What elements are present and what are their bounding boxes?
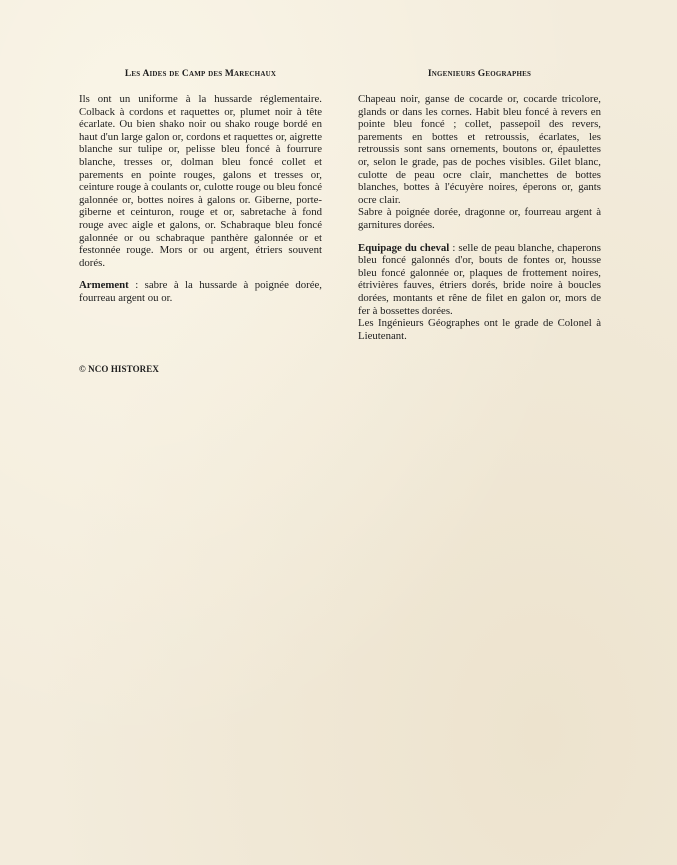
sabre-paragraph: [358, 206, 601, 231]
horse-equipment-heading: Equipage du cheval: [358, 241, 450, 254]
rank-paragraph: [358, 317, 601, 342]
uniform-description-text: Chapeau noir, ganse de cocarde or, cocarde tricolore, glands or dans les cornes. Habit bleu foncé à revers en pointe bleu foncé ; collet, passepoil des revers, parements en bottes et retroussis, écarlates, les retroussis sont sans ornements, boutons or, épaulettes or, selon le grade, pas de poches visibles. Gilet blanc, culotte de peau ocre clair, manchettes de bottes blanches, bottes à l'écuyère noires, éperons or, gants ocre clair.: [358, 93, 601, 206]
sabre-text: Sabre à poignée dorée, dragonne or, fourreau argent à garnitures dorées.: [358, 206, 601, 231]
armament-heading: Armement: [79, 279, 129, 292]
left-column: [79, 67, 322, 315]
armament-text: : sabre à la hussarde à poignée dorée, fourreau argent ou or.: [79, 279, 322, 304]
horse-equipment-text: : selle de peau blanche, chaperons bleu foncé galonnés d'or, bouts de fontes or, housse bleu foncé galonnée or, plaques de frottement noires, étrivières fauves, étriers dorés, bride noire à boucles dorées, montants et rêne de filet en galon or, mors de fer à bossettes dorées.: [358, 241, 602, 317]
copyright-notice: © NCO HISTOREX: [79, 364, 159, 374]
uniform-description-paragraph: [358, 93, 601, 206]
rank-text: Les Ingénieurs Géographes ont le grade de Colonel à Lieutenant.: [358, 317, 601, 342]
horse-equipment-paragraph: [358, 242, 601, 318]
left-column-title: Les Aides de Camp des Marechaux: [124, 69, 277, 79]
right-column-title: Ingenieurs Geographes: [427, 69, 532, 79]
right-column: [358, 67, 601, 352]
uniform-description-paragraph: [79, 93, 322, 269]
uniform-description-text: Ils ont un uniforme à la hussarde réglementaire. Colback à cordons et raquettes or, plumet noir à tête écarlate. Ou bien shako noir ou shako rouge bordé en haut d'un large galon or, cordons et raquettes or, aigrette blanche sur tulipe or, pelisse bleu foncé à fourrure blanche, tresses or, dolman bleu foncé collet et parements en pointe rouges, galons et tresses or, ceinture rouge à coulants or, culotte rouge ou bleu foncé galonnée or, bottes noires à galons or. Giberne, porte-giberne et ceinturon, rouge et or, sabretache à fond rouge avec aigle et galons, or. Schabraque bleu foncé galonnée or ou schabraque panthère galonnée or et festonnée rouge. Mors or ou argent, étriers souvent dorés.: [79, 93, 323, 269]
armament-paragraph: [79, 279, 322, 304]
